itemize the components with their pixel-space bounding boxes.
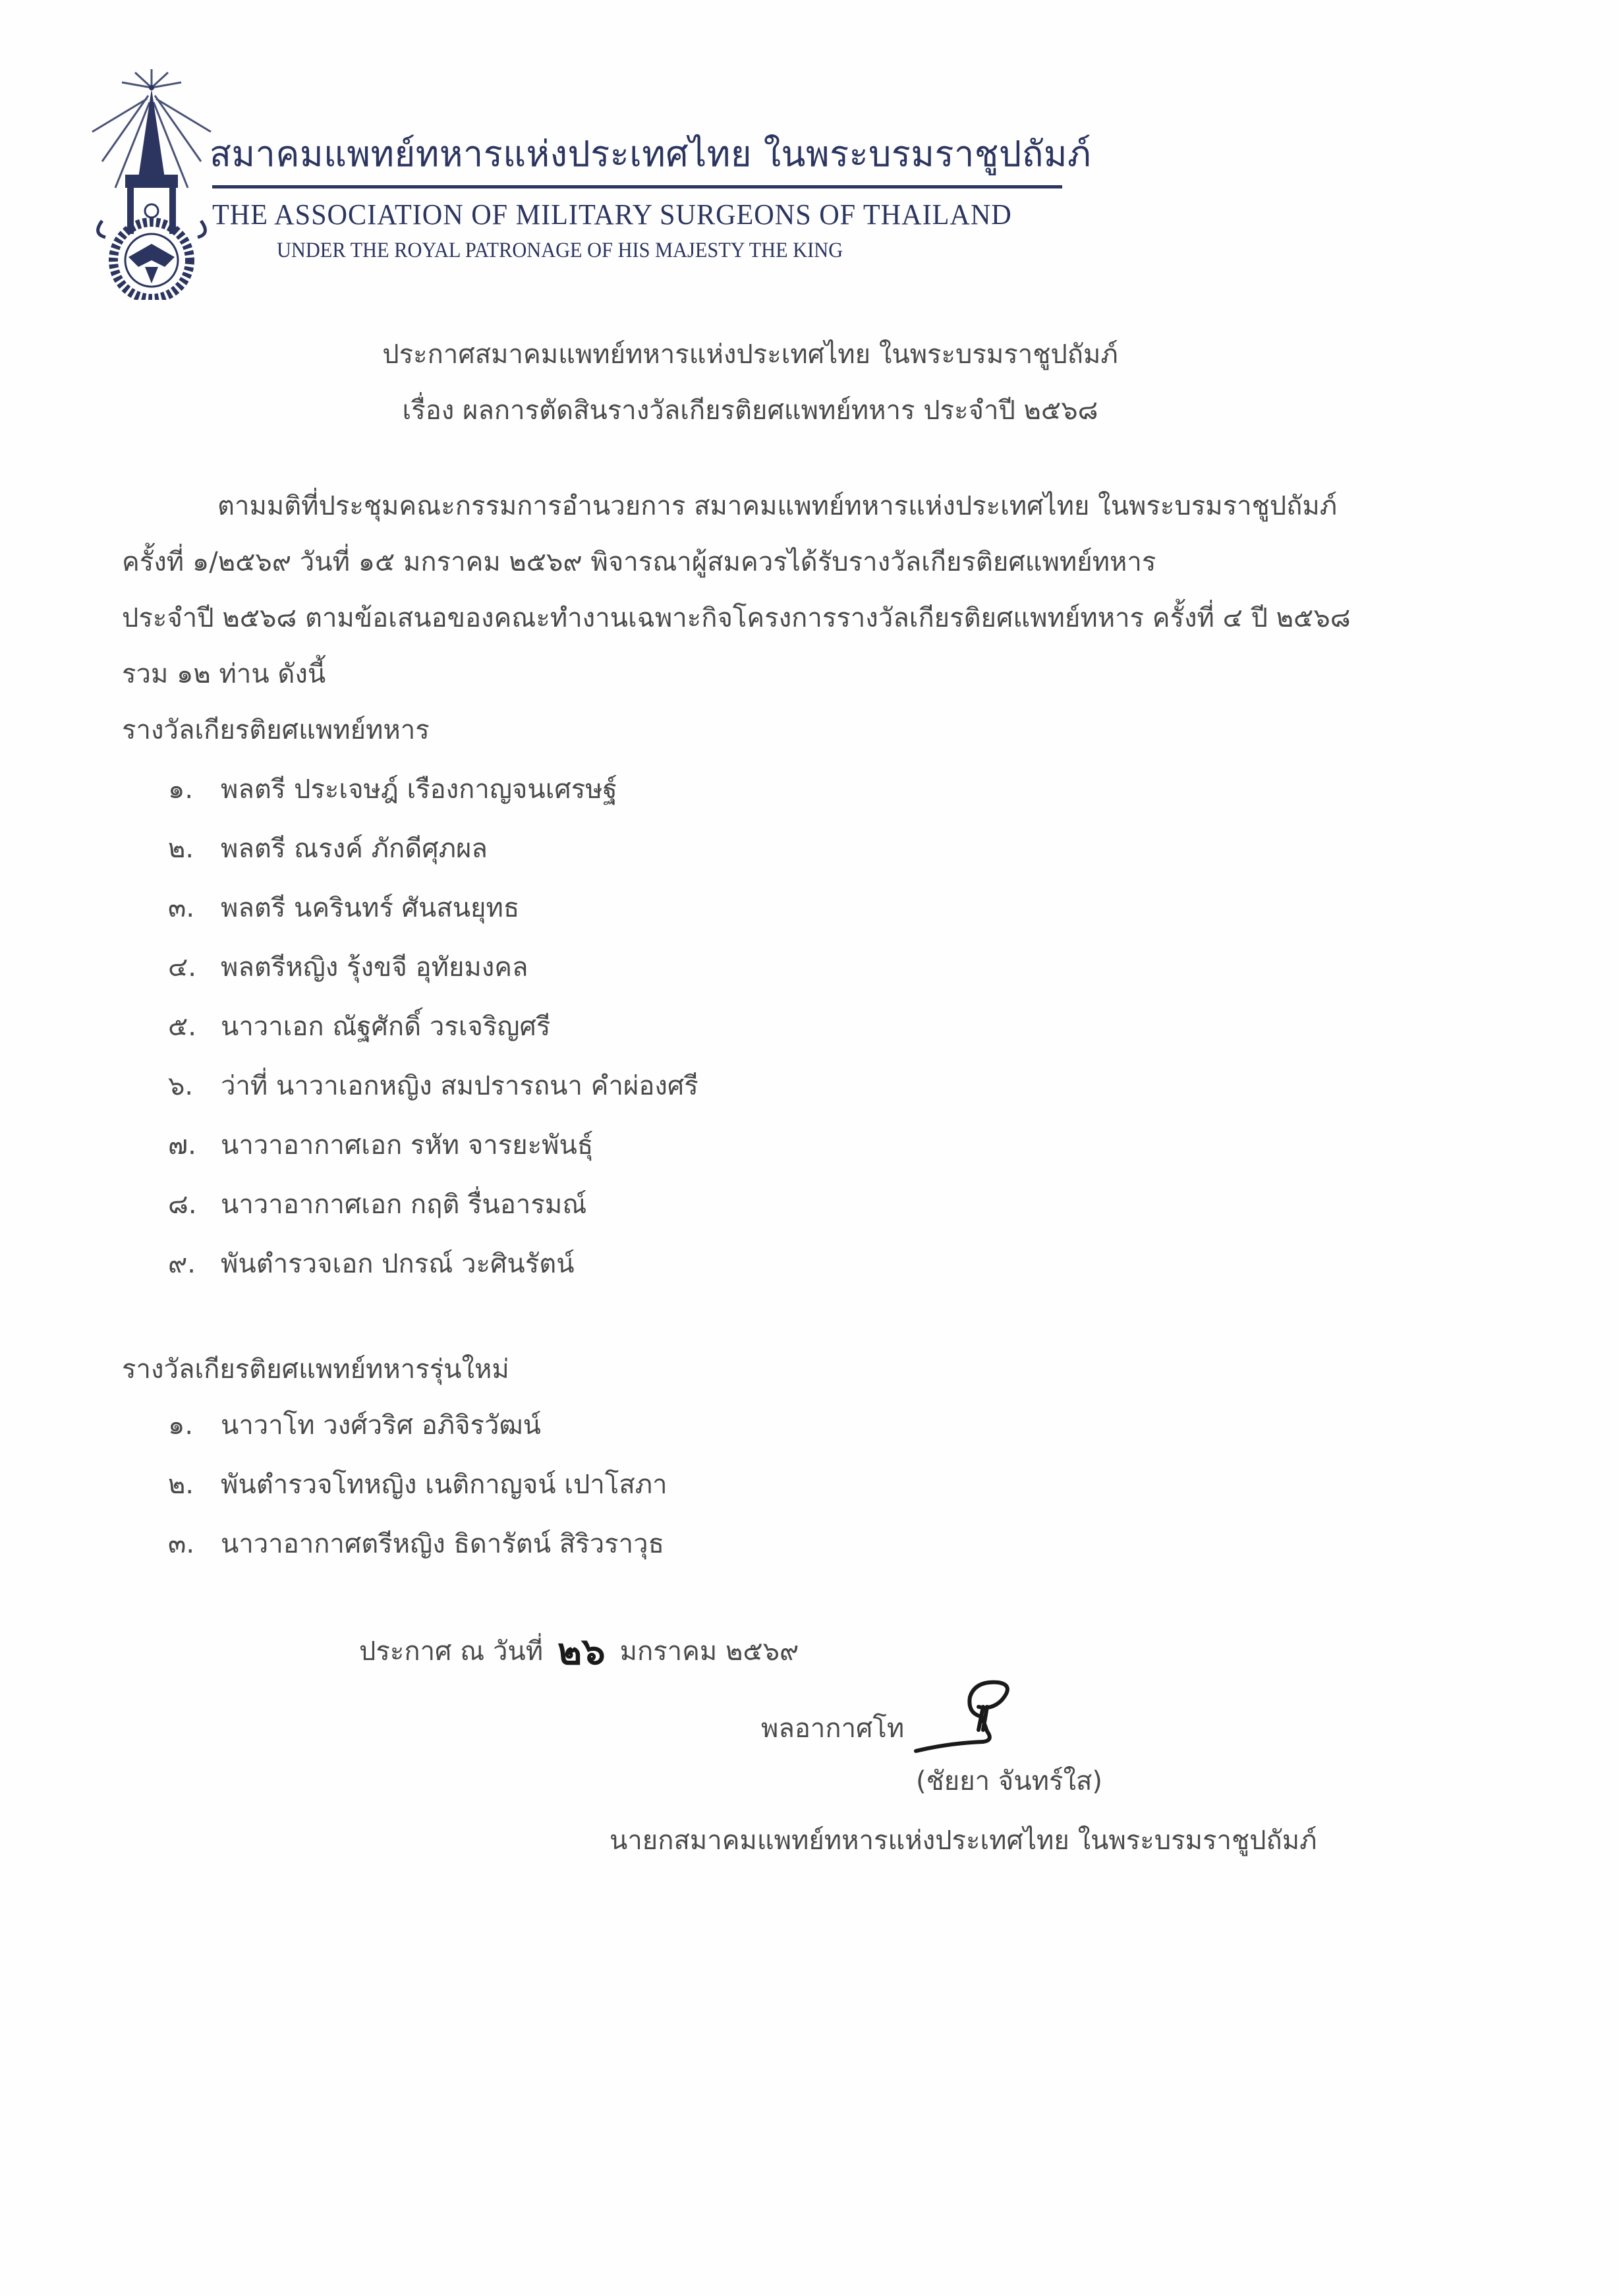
recipient-name: ว่าที่ นาวาเอกหญิง สมปรารถนา คำผ่องศรี xyxy=(221,1071,698,1101)
body-line: รวม ๑๒ ท่าน ดังนี้ xyxy=(122,659,326,689)
body-line: ประจำปี ๒๕๖๘ ตามข้อเสนอของคณะทำงานเฉพาะกิจโครงการรางวัลเกียรติยศแพทย์ทหาร ครั้งที่ ๔ ปี ๒๕๖๘ xyxy=(122,603,1351,633)
org-name-thai: สมาคมแพทย์ทหารแห่งประเทศไทย ในพระบรมราชูปถัมภ์ xyxy=(210,133,1092,175)
list-item xyxy=(168,768,698,827)
list-item xyxy=(168,1183,698,1242)
recipient-name: พันตำรวจเอก ปกรณ์ วะศินรัตน์ xyxy=(221,1249,575,1279)
list-item xyxy=(168,886,698,946)
recipient-name: พลตรี ประเจษฎ์ เรืองกาญจนเศรษฐ์ xyxy=(221,774,617,805)
recipient-name: นาวาอากาศเอก กฤติ รื่นอารมณ์ xyxy=(221,1190,587,1220)
royal-patronage-line: UNDER THE ROYAL PATRONAGE OF HIS MAJESTY THE KING xyxy=(277,239,843,262)
recipient-name: พลตรี นครินทร์ ศันสนยุทธ xyxy=(221,893,520,923)
recipient-name: นาวาอากาศเอก รหัท จารยะพันธุ์ xyxy=(221,1130,594,1161)
award-recipient-list xyxy=(168,1404,667,1582)
signatory-title: นายกสมาคมแพทย์ทหารแห่งประเทศไทย ในพระบรมราชูปถัมภ์ xyxy=(610,1825,1317,1856)
list-item xyxy=(168,1124,698,1183)
org-name-english: THE ASSOCIATION OF MILITARY SURGEONS OF THAILAND xyxy=(212,198,1012,231)
body-line: ตามมติที่ประชุมคณะกรรมการอำนวยการ สมาคมแพทย์ทหารแห่งประเทศไทย ในพระบรมราชูปถัมภ์ xyxy=(217,491,1338,521)
item-number: ๔. xyxy=(168,952,196,983)
royal-crest-emblem-icon xyxy=(89,69,214,300)
list-item xyxy=(168,946,698,1005)
signatory-name: (ชัยยา จันทร์ใส) xyxy=(916,1766,1102,1796)
item-number: ๕. xyxy=(168,1012,196,1042)
recipient-name: พลตรี ณรงค์ ภักดีศุภผล xyxy=(221,834,488,864)
item-number: ๒. xyxy=(168,1470,194,1500)
date-day-handwritten: ๒๖ xyxy=(557,1630,606,1673)
item-number: ๑. xyxy=(168,1410,194,1441)
announcement-subject: เรื่อง ผลการตัดสินรางวัลเกียรติยศแพทย์ทหาร ประจำปี ๒๕๖๘ xyxy=(402,395,1098,426)
award-section-heading: รางวัลเกียรติยศแพทย์ทหาร xyxy=(122,715,430,745)
announcement-title: ประกาศสมาคมแพทย์ทหารแห่งประเทศไทย ในพระบรมราชูปถัมภ์ xyxy=(382,339,1118,370)
handwritten-signature-icon xyxy=(909,1677,1041,1763)
item-number: ๗. xyxy=(168,1130,196,1161)
item-number: ๓. xyxy=(168,1529,195,1559)
item-number: ๘. xyxy=(168,1190,197,1220)
recipient-name: นาวาอากาศตรีหญิง ธิดารัตน์ สิริวราวุธ xyxy=(221,1529,664,1559)
list-item xyxy=(168,1404,667,1463)
list-item xyxy=(168,1064,698,1124)
letterhead-divider xyxy=(212,185,1062,188)
item-number: ๖. xyxy=(168,1071,194,1101)
recipient-name: พันตำรวจโทหญิง เนติกาญจน์ เปาโสภา xyxy=(221,1470,667,1500)
date-prefix: ประกาศ ณ วันที่ xyxy=(359,1636,544,1667)
recipient-name: พลตรีหญิง รุ้งขจี อุทัยมงคล xyxy=(221,952,528,983)
list-item xyxy=(168,1522,667,1582)
list-item xyxy=(168,1463,667,1522)
award-section-heading: รางวัลเกียรติยศแพทย์ทหารรุ่นใหม่ xyxy=(122,1354,509,1385)
recipient-name: นาวาโท วงศ์วริศ อภิจิรวัฒน์ xyxy=(221,1410,541,1441)
item-number: ๒. xyxy=(168,834,194,864)
list-item xyxy=(168,827,698,886)
list-item xyxy=(168,1242,698,1302)
body-line: ครั้งที่ ๑/๒๕๖๙ วันที่ ๑๕ มกราคม ๒๕๖๙ พิจารณาผู้สมควรได้รับรางวัลเกียรติยศแพทย์ทหาร xyxy=(122,547,1156,577)
award-recipient-list xyxy=(168,768,698,1302)
list-item xyxy=(168,1005,698,1064)
announcement-date xyxy=(359,1618,799,1677)
item-number: ๓. xyxy=(168,893,195,923)
signatory-rank: พลอากาศโท xyxy=(761,1713,905,1744)
item-number: ๑. xyxy=(168,774,194,805)
item-number: ๙. xyxy=(168,1249,196,1279)
date-month-year: มกราคม ๒๕๖๙ xyxy=(619,1636,799,1667)
recipient-name: นาวาเอก ณัฐศักดิ์ วรเจริญศรี xyxy=(221,1012,551,1042)
